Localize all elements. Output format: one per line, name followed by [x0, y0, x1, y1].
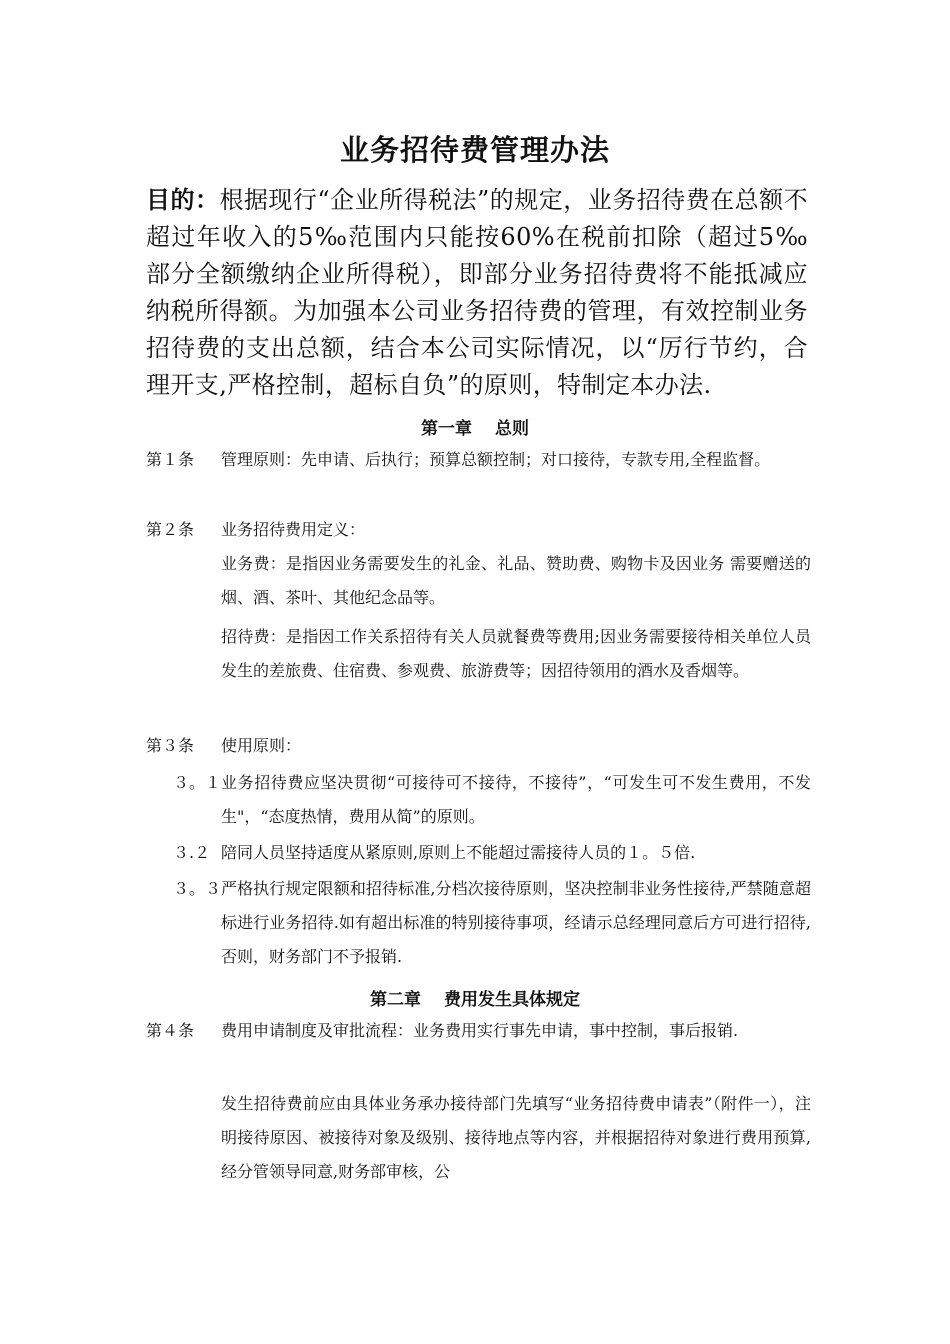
clause-3-1 [173, 766, 811, 834]
chapter-2-heading: 第二章 费用发生具体规定 [370, 990, 580, 1010]
article-1-text: 管理原则：先申请、后执行；预算总额控制；对口接待，专款专用,全程监督。 [221, 450, 771, 469]
article-2-entertainment-fee-definition: 招待费：是指因工作关系招待有关人员就餐费等费用;因业务需要接待相关单位人员发生的差旅费、住宿费、参观费、旅游费等；因招待领用的酒水及香烟等。 [221, 627, 811, 680]
clause-3-2-number: ３.２ [173, 843, 211, 862]
clause-3-2-text: 陪同人员坚持适度从紧原则,原则上不能超过需接待人员的１。５倍. [221, 843, 696, 862]
purpose-label: 目的： [146, 186, 220, 214]
clause-3-3 [173, 872, 811, 974]
purpose-text: 根据现行“企业所得税法”的规定，业务招待费在总额不超过年收入的5‰范围内只能按60%在税前扣除（超过5‰部分全额缴纳企业所得税），即部分业务招待费将不能抵减应纳税所得额。为加强本公司业务招待费的管理，有效控制业务招待费的支出总额，结合本公司实际情况，以“厉行节约，合理开支,严格控制，超标自负”的原则，特制定本办法. [146, 186, 808, 399]
article-3-number: 第３条 [146, 736, 195, 755]
clause-3-1-text: 业务招待费应坚决贯彻“可接待可不接待，不接待”，“可发生可不发生费用，不发生"，“态度热情，费用从简”的原则。 [221, 773, 811, 826]
article-4-text: 费用申请制度及审批流程：业务费用实行事先申请，事中控制，事后报销. [221, 1021, 739, 1040]
article-1-number: 第１条 [146, 450, 195, 469]
clause-3-2 [173, 836, 811, 870]
clause-3-3-number: ３。３ [173, 879, 222, 898]
article-1 [146, 443, 811, 477]
clause-3-3-text: 严格执行规定限额和招待标准,分档次接待原则，坚决控制非业务性接待,严禁随意超标进行业务招待.如有超出标准的特别接待事项，经请示总经理同意后方可进行招待,否则，财务部门不予报销. [221, 879, 811, 966]
clause-3-1-number: ３。１ [173, 773, 222, 792]
purpose-paragraph [146, 182, 808, 404]
article-4 [146, 1014, 811, 1048]
article-4-number: 第４条 [146, 1021, 195, 1040]
article-3 [146, 729, 811, 763]
chapter-1-heading: 第一章 总则 [421, 419, 529, 439]
article-2-business-fee-definition: 业务费：是指因业务需要发生的礼金、礼品、赞助费、购物卡及因业务 需要赠送的烟、酒、茶叶、其他纪念品等。 [221, 554, 811, 607]
document-title: 业务招待费管理办法 [339, 133, 610, 167]
article-2-number: 第２条 [146, 520, 195, 539]
article-2 [146, 513, 811, 547]
article-3-text: 使用原则： [221, 736, 302, 755]
article-2-text: 业务招待费用定义： [221, 520, 366, 539]
article-4-application-paragraph: 发生招待费前应由具体业务承办接待部门先填写“业务招待费申请表”（附件一），注明接待原因、被接待对象及级别、接待地点等内容，并根据招待对象进行费用预算,经分管领导同意,财务部审核，公 [221, 1094, 811, 1181]
